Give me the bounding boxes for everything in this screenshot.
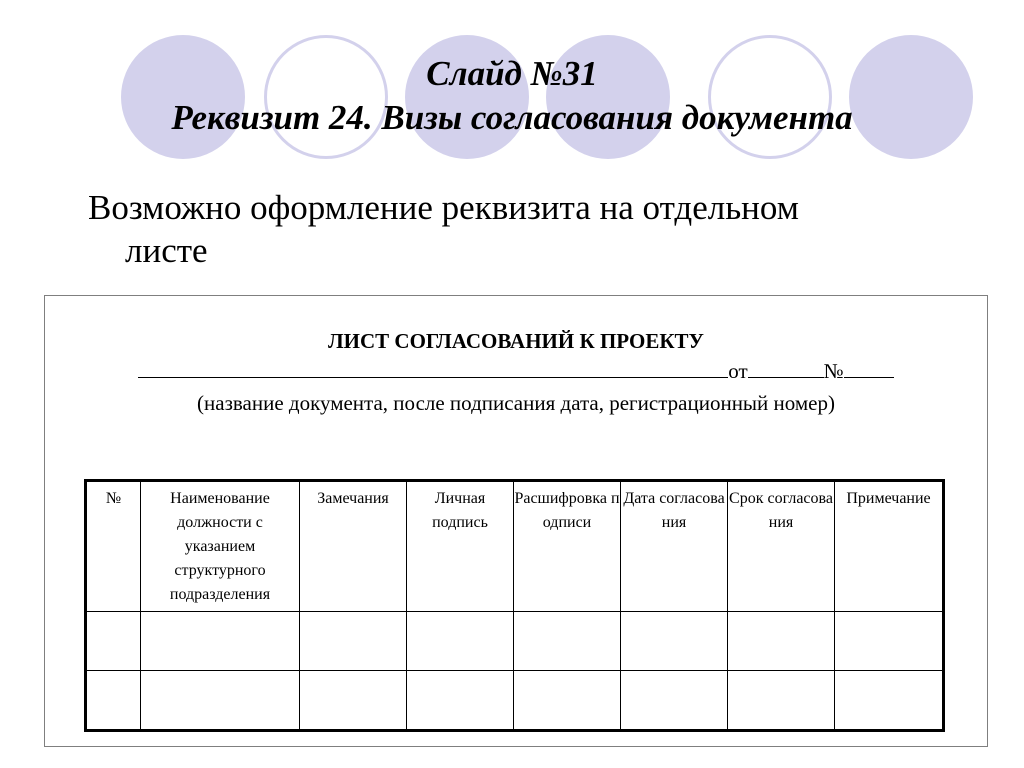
column-header: Личная подпись	[407, 481, 514, 612]
table-cell	[835, 671, 944, 731]
table-cell	[728, 671, 835, 731]
date-label: от	[728, 359, 748, 383]
table-cell	[407, 612, 514, 671]
table-header-row	[86, 481, 944, 612]
table-cell	[514, 612, 621, 671]
table-cell	[514, 671, 621, 731]
table-cell	[621, 671, 728, 731]
date-blank	[748, 359, 824, 378]
table-cell	[86, 671, 141, 731]
slide-title	[0, 52, 1024, 140]
table-cell	[728, 612, 835, 671]
approval-table	[84, 479, 945, 732]
document-name-line	[45, 358, 987, 384]
slide-title-line1: Слайд №31	[426, 54, 598, 93]
column-header: Замечания	[300, 481, 407, 612]
number-blank	[844, 359, 894, 378]
table-cell	[141, 671, 300, 731]
slide-body-text	[88, 186, 968, 272]
column-header: №	[86, 481, 141, 612]
body-line-2: листе	[125, 231, 208, 270]
sheet-caption: (название документа, после подписания дата, регистрационный номер)	[197, 391, 835, 415]
table-cell	[300, 612, 407, 671]
document-name-blank	[138, 359, 728, 378]
table-cell	[407, 671, 514, 731]
number-label: №	[823, 359, 844, 383]
table-row	[86, 671, 944, 731]
table-row	[86, 612, 944, 671]
column-header: Срок согласования	[728, 481, 835, 612]
table-cell	[621, 612, 728, 671]
table-cell	[835, 612, 944, 671]
column-header: Расшифровка подписи	[514, 481, 621, 612]
table-cell	[300, 671, 407, 731]
table-cell	[86, 612, 141, 671]
approval-sheet-frame	[44, 295, 988, 747]
sheet-title: ЛИСТ СОГЛАСОВАНИЙ К ПРОЕКТУ	[328, 329, 704, 353]
body-line-1: Возможно оформление реквизита на отдельном	[88, 188, 799, 227]
table-cell	[141, 612, 300, 671]
column-header: Дата согласования	[621, 481, 728, 612]
column-header: Наименование должности с указанием структурного подразделения	[141, 481, 300, 612]
slide-title-line2: Реквизит 24. Визы согласования документа	[171, 98, 853, 137]
column-header: Примечание	[835, 481, 944, 612]
